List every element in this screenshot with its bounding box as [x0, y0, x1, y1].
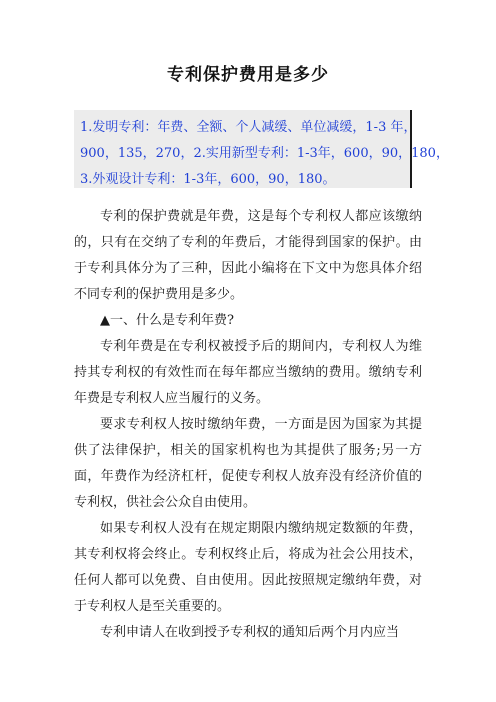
- section-heading: ▲一、什么是专利年费?: [100, 313, 234, 328]
- summary-line-2: 900，135，270，2.实用新型专利：1-3年，600，90，180，: [80, 146, 449, 161]
- summary-box: [74, 110, 449, 188]
- summary-line-1: 1.发明专利：年费、全额、个人减缓、单位减缓，1-3 年，: [80, 120, 417, 135]
- body-paragraph: 要求专利权人按时缴纳年费，一方面是因为国家为其提供了法律保护，相关的国家机构也为其提供了服务;另一方面，年费作为经济杠杆，促使专利权人放弃没有经济价值的专利权，供社会公众自由使用。: [74, 417, 422, 510]
- page-title: 专利保护费用是多少: [167, 65, 329, 85]
- article-body: [74, 204, 422, 646]
- intro-paragraph: 专利的保护费就是年费，这是每个专利权人都应该缴纳的，只有在交纳了专利的年费后，才能得到国家的保护。由于专利具体分为了三种，因此小编将在下文中为您具体介绍不同专利的保护费用是多少。: [74, 209, 422, 302]
- body-paragraph: 如果专利权人没有在规定期限内缴纳规定数额的年费，其专利权将会终止。专利权终止后，将成为社会公用技术，任何人都可以免费、自由使用。因此按照规定缴纳年费，对于专利权人是至关重要的。: [74, 521, 422, 614]
- summary-line-3: 3.外观设计专利：1-3年，600，90，180。: [80, 172, 336, 187]
- body-paragraph: 专利年费是在专利权被授予后的期间内，专利权人为维持其专利权的有效性而在每年都应当缴纳的费用。缴纳专利年费是专利权人应当履行的义务。: [74, 339, 422, 406]
- body-paragraph: 专利申请人在收到授予专利权的通知后两个月内应当: [100, 625, 400, 640]
